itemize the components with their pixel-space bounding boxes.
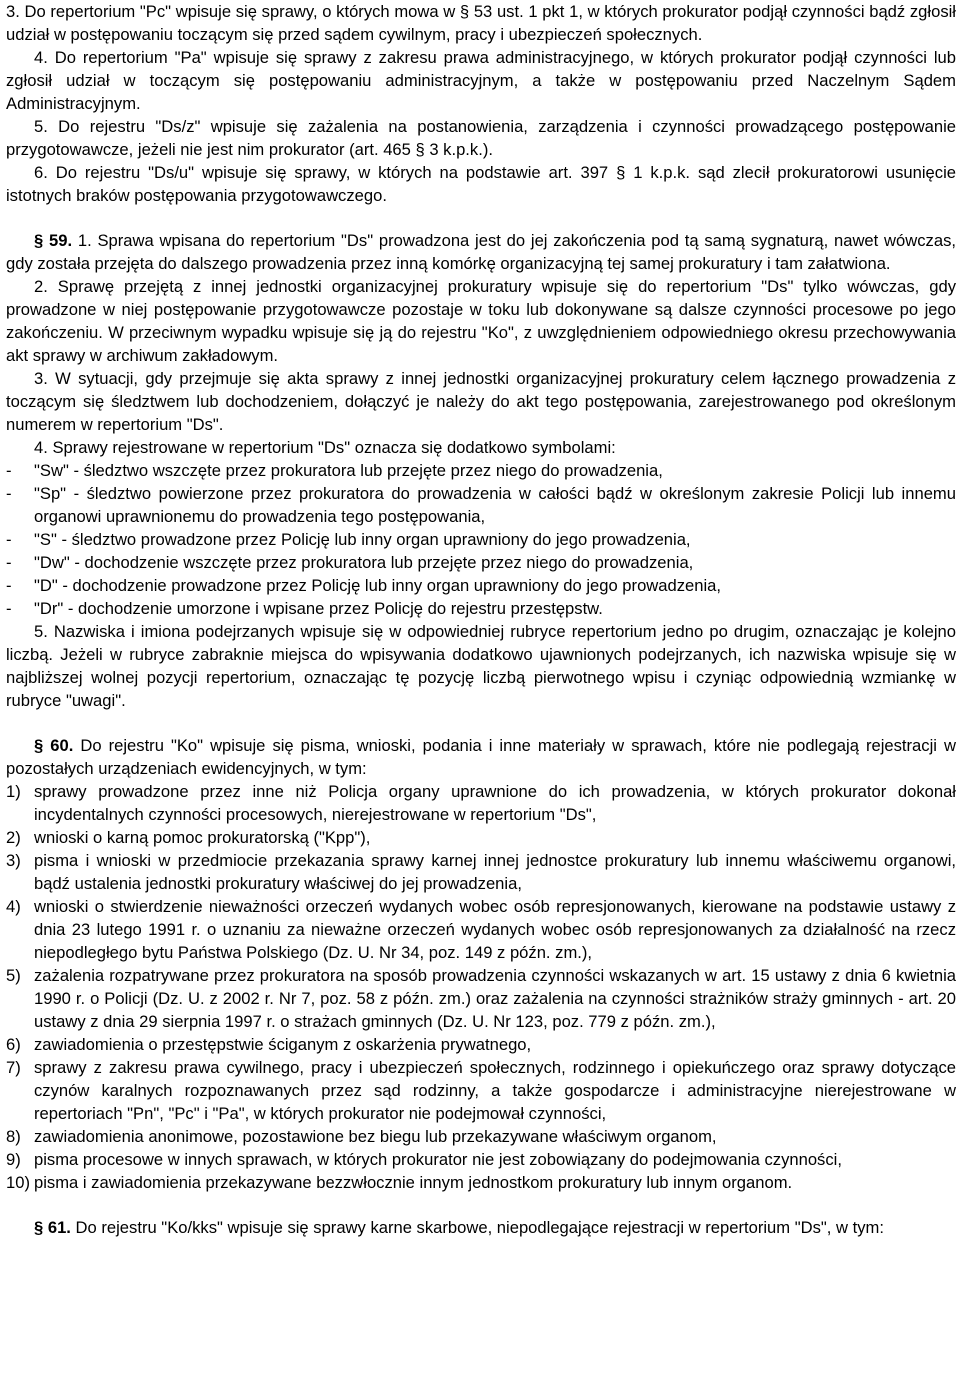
list-marker: 1) (6, 782, 21, 801)
list-item (6, 1125, 956, 1148)
list-item-text: wnioski o karną pomoc prokuratorską ("Kpp"), (34, 828, 371, 847)
section-59-heading: § 59. (34, 231, 73, 250)
list-marker: - (6, 576, 12, 595)
list-item-text: "Dw" - dochodzenie wszczęte przez prokuratora lub przejęte przez niego do prowadzenia, (34, 553, 694, 572)
paragraph-58-6: 6. Do rejestru "Ds/u" wpisuje się sprawy, w których na podstawie art. 397 § 1 k.p.k. sąd zlecił prokuratorowi usunięcie istotnych braków postępowania przygotowawczego. (6, 163, 956, 205)
paragraph-58-3: 3. Do repertorium "Pc" wpisuje się sprawy, o których mowa w § 53 ust. 1 pkt 1, w których prokurator podjął czynności bądź zgłosił udział w postępowaniu toczącym się przed sądem cywilnym, pracy i ubezpieczeń społecznych. (6, 2, 956, 44)
list-marker: 9) (6, 1150, 21, 1169)
section-61-intro-text: Do rejestru "Ko/kks" wpisuje się sprawy karne skarbowe, niepodlegające rejestracji w repertorium "Ds", w tym: (75, 1218, 884, 1237)
list-item-text: zawiadomienia o przestępstwie ściganym z oskarżenia prywatnego, (34, 1035, 532, 1054)
list-marker: 3) (6, 851, 21, 870)
section-60-intro-text: Do rejestru "Ko" wpisuje się pisma, wnioski, podania i inne materiały w sprawach, które nie podlegają rejestracji w pozostałych urządzeniach ewidencyjnych, w tym: (6, 736, 956, 778)
list-item (6, 459, 956, 482)
list-item (6, 528, 956, 551)
list-item-text: "S" - śledztwo prowadzone przez Policję lub inny organ uprawniony do jego prowadzenia, (34, 530, 691, 549)
list-marker: 10) (6, 1173, 30, 1192)
section-60-heading: § 60. (34, 736, 74, 755)
section-59-paragraph-3: 3. W sytuacji, gdy przejmuje się akta sprawy z innej jednostki organizacyjnej prokuratury celem łącznego prowadzenia z toczącym się śledztwem lub dochodzeniem, dołączyć je należy do akt tego postępowania, zarejestrowanego pod określonym numerem w repertorium "Ds". (6, 369, 956, 434)
list-item-text: "Sw" - śledztwo wszczęte przez prokuratora lub przejęte przez niego do prowadzenia, (34, 461, 663, 480)
list-item-text: sprawy z zakresu prawa cywilnego, pracy i ubezpieczeń społecznych, rodzinnego i opiekuńczego oraz sprawy dotyczące czynów karalnych rozpoznawanych przez sąd rodzinny, a także gospodarcze i administracyjne nierejestrowane w repertoriach "Pn", "Pc" i "Pa", w których prokurator nie podejmował czynności, (34, 1058, 956, 1123)
list-item-text: "Sp" - śledztwo powierzone przez prokuratora do prowadzenia w całości bądź w określonym zakresie Policji lub innemu organowi uprawnionemu do prowadzenia tego postępowania, (34, 484, 956, 526)
list-marker: - (6, 599, 12, 618)
list-item-text: "D" - dochodzenie prowadzone przez Policję lub inny organ uprawniony do jego prowadzenia, (34, 576, 722, 595)
list-item (6, 1033, 956, 1056)
paragraph-58-5: 5. Do rejestru "Ds/z" wpisuje się zażalenia na postanowienia, zarządzenia i czynności prowadzącego postępowanie przygotowawcze, jeżeli nie jest nim prokurator (art. 465 § 3 k.p.k.). (6, 117, 956, 159)
symbols-list (6, 459, 956, 620)
section-59-paragraph-2: 2. Sprawę przejętą z innej jednostki organizacyjnej prokuratury wpisuje się do repertorium "Ds" tylko wówczas, gdy prowadzone w niej postępowanie przygotowawcze pozostaje w toku lub dokonywane są dalsze czynności procesowe po jego zakończeniu. W przeciwnym wypadku wpisuje się ją do rejestru "Ko", z uwzględnieniem odpowiedniego okresu przechowywania akt sprawy w archiwum zakładowym. (6, 277, 956, 365)
list-item (6, 895, 956, 964)
section-61-heading: § 61. (34, 1218, 71, 1237)
list-item (6, 780, 956, 826)
list-marker: - (6, 484, 12, 503)
section-59-paragraph-4: 4. Sprawy rejestrowane w repertorium "Ds" oznacza się dodatkowo symbolami: (34, 438, 616, 457)
section-59-paragraph-5: 5. Nazwiska i imiona podejrzanych wpisuje się w odpowiedniej rubryce repertorium jedno po drugim, oznaczając je kolejno liczbą. Jeżeli w rubryce zabraknie miejsca do wpisywania dodatkowo ujawnionych podejrzanych, ich nazwiska wpisuje się w najbliższej wolnej pozycji repertorium, oznaczając tę pozycję liczbą pierwotnego wpisu i czyniąc odpowiednią wzmiankę w rubryce "uwagi". (6, 622, 956, 710)
section-gap (6, 207, 956, 229)
list-item (6, 551, 956, 574)
list-item (6, 482, 956, 528)
list-item (6, 964, 956, 1033)
list-item (6, 597, 956, 620)
section-60-intro (6, 734, 956, 780)
section-59-paragraph-1 (6, 229, 956, 275)
list-item-text: "Dr" - dochodzenie umorzone i wpisane przez Policję do rejestru przestępstw. (34, 599, 603, 618)
list-marker: - (6, 461, 12, 480)
list-item (6, 574, 956, 597)
list-item-text: pisma procesowe w innych sprawach, w których prokurator nie jest zobowiązany do podejmowania czynności, (34, 1150, 842, 1169)
section-gap (6, 1194, 956, 1216)
section-59-text-1: 1. Sprawa wpisana do repertorium "Ds" prowadzona jest do jej zakończenia pod tą samą sygnaturą, nawet wówczas, gdy została przejęta do dalszego prowadzenia przez inną komórkę organizacyjną tej samej prokuratury i tam załatwiona. (6, 231, 956, 273)
section-60-list (6, 780, 956, 1194)
list-item-text: wnioski o stwierdzenie nieważności orzeczeń wydanych wobec osób represjonowanych, kierowane na podstawie ustawy z dnia 23 lutego 1991 r. o uznaniu za nieważne orzeczeń wydanych wobec osób represjonowanych za działalność na rzecz niepodległego bytu Państwa Polskiego (Dz. U. Nr 34, poz. 149 z późn. zm.), (34, 897, 956, 962)
list-item (6, 826, 956, 849)
list-item (6, 1171, 956, 1194)
list-item (6, 1056, 956, 1125)
list-marker: 7) (6, 1058, 21, 1077)
section-61-intro (6, 1216, 956, 1239)
list-item (6, 849, 956, 895)
list-item-text: zażalenia rozpatrywane przez prokuratora na sposób prowadzenia czynności wskazanych w art. 15 ustawy z dnia 6 kwietnia 1990 r. o Policji (Dz. U. z 2002 r. Nr 7, poz. 58 z późn. zm.) oraz zażalenia na czynności strażników straży gminnych - art. 20 ustawy z dnia 29 sierpnia 1997 r. o strażach gminnych (Dz. U. Nr 123, poz. 779 z późn. zm.), (34, 966, 956, 1031)
list-marker: 6) (6, 1035, 21, 1054)
list-item-text: pisma i wnioski w przedmiocie przekazania sprawy karnej innej jednostce prokuratury lub innemu właściwemu organowi, bądź ustalenia jednostki prokuratury właściwej do jej prowadzenia, (34, 851, 956, 893)
list-item-text: pisma i zawiadomienia przekazywane bezzwłocznie innym jednostkom prokuratury lub innym organom. (34, 1173, 793, 1192)
list-marker: 2) (6, 828, 21, 847)
section-gap (6, 712, 956, 734)
list-marker: 8) (6, 1127, 21, 1146)
list-marker: - (6, 553, 12, 572)
list-item-text: sprawy prowadzone przez inne niż Policja organy uprawnione do ich prowadzenia, w których prokurator dokonał incydentalnych czynności procesowych, nierejestrowane w repertorium "Ds", (34, 782, 956, 824)
list-marker: 4) (6, 897, 21, 916)
list-marker: - (6, 530, 12, 549)
paragraph-58-4: 4. Do repertorium "Pa" wpisuje się sprawy z zakresu prawa administracyjnego, w których prokurator podjął czynności lub zgłosił udział w toczącym się postępowaniu administracyjnym, a także w postępowaniu przed Naczelnym Sądem Administracyjnym. (6, 48, 956, 113)
list-marker: 5) (6, 966, 21, 985)
list-item (6, 1148, 956, 1171)
list-item-text: zawiadomienia anonimowe, pozostawione bez biegu lub przekazywane właściwym organom, (34, 1127, 717, 1146)
